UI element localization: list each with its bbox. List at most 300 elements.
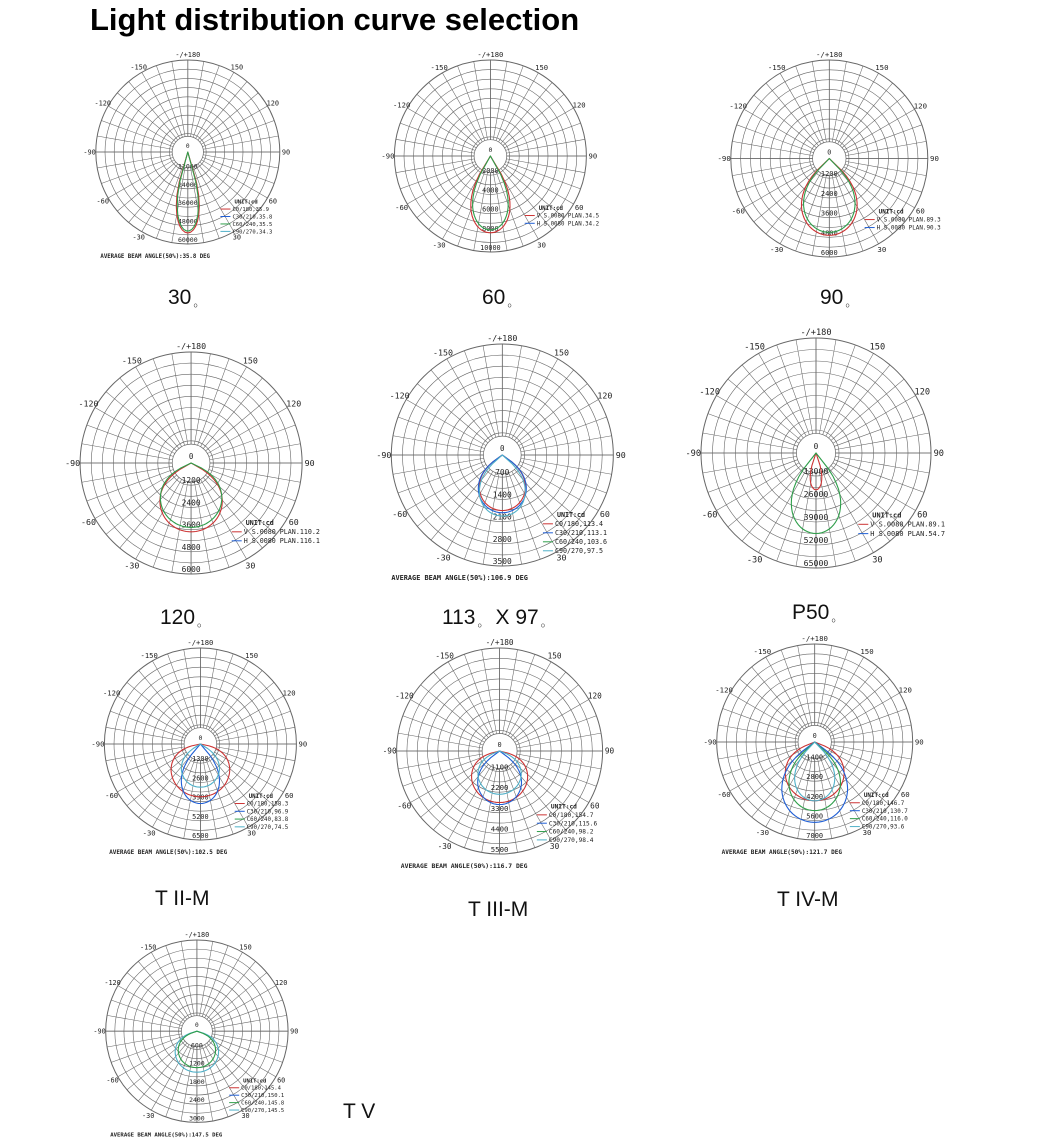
polar-spoke — [417, 384, 488, 443]
polar-spoke — [172, 61, 185, 136]
label-angle-zero: 0 — [812, 732, 817, 740]
label-angle-150: 150 — [869, 342, 886, 353]
label-angle-60: 60 — [574, 202, 584, 212]
polar-spoke — [732, 141, 813, 155]
radial-tick-label: 6000 — [482, 205, 499, 214]
label-angle-30: 30 — [862, 828, 872, 838]
legend-entry: V S.0080 PLAN.110.2 — [243, 528, 320, 537]
label-angle-neg-30: -30 — [746, 555, 763, 566]
label-angle-neg-90: -90 — [717, 154, 731, 164]
radial-tick-label: 3300 — [490, 803, 509, 813]
radial-tick-label: 1800 — [189, 1077, 205, 1086]
label-angle-neg-120: -120 — [78, 398, 99, 409]
legend-entry: C0/180,154.7 — [548, 812, 594, 820]
polar-spoke — [766, 83, 819, 146]
radial-tick-label: 65000 — [803, 558, 829, 568]
label-angle-120: 120 — [282, 688, 296, 698]
polar-spoke — [212, 1034, 287, 1047]
label-angle-zero: 0 — [188, 452, 194, 461]
polar-spoke — [796, 174, 824, 251]
label-angle-120: 120 — [587, 691, 602, 701]
label-angle-90: 90 — [604, 746, 615, 756]
label-angle-top: -/+180 — [176, 341, 207, 351]
legend-entry: H S.0080 PLAN.90.3 — [876, 225, 941, 232]
label-angle-neg-30: -30 — [435, 552, 451, 563]
polar-spoke — [166, 1046, 192, 1117]
polar-spoke — [211, 1000, 282, 1026]
beam-angle-footer: AVERAGE BEAM ANGLE(50%):147.5 DEG — [110, 1132, 223, 1139]
label-angle-neg-60: -60 — [397, 801, 412, 811]
label-angle-neg-150: -150 — [753, 646, 772, 656]
polar-spoke — [153, 481, 185, 568]
label-angle-top: -/+180 — [487, 333, 518, 343]
polar-diagram-120 — [60, 340, 345, 580]
polar-spoke — [517, 384, 588, 443]
unit-label: UNIT:cd — [878, 209, 904, 216]
label-angle-150: 150 — [535, 62, 549, 72]
label-angle-neg-150: -150 — [139, 943, 157, 952]
polar-spoke — [754, 95, 817, 148]
label-angle-60: 60 — [917, 510, 928, 521]
polar-spoke — [198, 359, 230, 446]
polar-spoke — [796, 66, 824, 143]
label-angle-neg-120: -120 — [389, 390, 410, 401]
polar-spoke — [101, 157, 173, 183]
legend-entry: C30/210,35.8 — [232, 214, 273, 221]
legend-entry: C60/240,83.8 — [246, 817, 289, 824]
polar-spoke — [421, 762, 486, 817]
polar-spoke — [216, 711, 291, 738]
legend-entry: C60/240,145.8 — [241, 1100, 285, 1107]
polar-spoke — [464, 351, 496, 438]
beam-angle-footer: AVERAGE BEAM ANGLE(50%):35.8 DEG — [100, 254, 210, 260]
label-angle-90: 90 — [615, 449, 626, 460]
polar-spoke — [203, 649, 217, 727]
legend-entry: C30/210,150.1 — [241, 1093, 285, 1100]
polar-spoke — [106, 475, 177, 534]
polar-spoke — [742, 468, 803, 541]
radial-tick-label: 1400 — [806, 753, 824, 762]
polar-spoke — [393, 458, 484, 474]
polar-spoke — [209, 425, 296, 457]
polar-spoke — [506, 346, 522, 437]
polar-spoke — [818, 645, 832, 725]
polar-spoke — [483, 346, 499, 437]
radial-tick-label: 1200 — [181, 476, 201, 486]
label-angle-120: 120 — [266, 99, 280, 108]
polar-spoke — [82, 444, 173, 460]
polar-spoke — [110, 711, 185, 738]
polar-spoke — [202, 946, 228, 1017]
polar-spoke — [203, 378, 262, 449]
legend-entry: C30/210,113.1 — [554, 529, 608, 538]
label-angle-neg-120: -120 — [729, 101, 748, 111]
label-angle-90: 90 — [933, 449, 944, 460]
polar-spoke — [107, 1034, 182, 1047]
polar-spoke — [206, 392, 277, 451]
label-angle-neg-60: -60 — [96, 197, 109, 206]
radial-tick-label: 4000 — [482, 186, 499, 195]
label-angle-neg-150: -150 — [430, 62, 448, 72]
polar-spoke — [393, 436, 484, 452]
polar-spoke — [718, 725, 798, 739]
polar-spoke — [708, 414, 798, 447]
polar-spoke — [97, 155, 172, 168]
caption-60: 60 。 — [482, 286, 520, 309]
polar-spoke — [835, 433, 929, 450]
polar-spoke — [421, 685, 486, 740]
polar-spoke — [202, 121, 274, 147]
legend-entry: C60/240,35.5 — [232, 221, 273, 228]
polar-spoke — [396, 159, 474, 173]
label-angle-60: 60 — [288, 517, 299, 528]
polar-spoke — [398, 754, 482, 769]
label-angle-top: -/+180 — [187, 638, 214, 647]
label-angle-120: 120 — [914, 387, 931, 398]
polar-diagram-tv — [92, 928, 320, 1138]
polar-spoke — [400, 123, 475, 150]
polar-spoke — [210, 444, 301, 460]
polar-spoke — [398, 461, 485, 493]
label-angle-top: -/+180 — [184, 931, 210, 939]
label-angle-neg-90: -90 — [381, 151, 395, 161]
radial-tick-label: 60000 — [177, 236, 198, 244]
polar-spoke — [193, 66, 219, 138]
legend-entry: C90/270,34.3 — [232, 229, 273, 236]
label-angle-30: 30 — [556, 552, 567, 563]
label-angle-120: 120 — [275, 978, 288, 987]
polar-spoke — [514, 370, 573, 441]
polar-spoke — [842, 95, 905, 148]
label-angle-neg-90: -90 — [65, 457, 81, 468]
radial-tick-label: 1100 — [490, 762, 509, 772]
label-angle-neg-60: -60 — [717, 789, 731, 799]
label-angle-30: 30 — [877, 245, 887, 255]
radial-tick-label: 1200 — [189, 1059, 205, 1068]
label-angle-neg-150: -150 — [130, 63, 147, 72]
label-angle-150: 150 — [242, 355, 258, 366]
label-angle-30: 30 — [537, 240, 546, 250]
label-angle-30: 30 — [247, 828, 256, 838]
radial-tick-label: 13000 — [803, 466, 829, 476]
label-angle-150: 150 — [860, 646, 874, 656]
polar-spoke — [777, 345, 810, 435]
polar-spoke — [464, 654, 493, 734]
beam-angle-footer: AVERAGE BEAM ANGLE(50%):106.9 DEG — [391, 574, 528, 582]
polar-spoke — [203, 136, 278, 149]
polar-spoke — [796, 340, 813, 434]
label-angle-top: -/+180 — [175, 51, 201, 59]
label-angle-150: 150 — [245, 650, 259, 660]
polar-diagram-60 — [380, 48, 620, 273]
label-angle-neg-30: -30 — [132, 233, 145, 242]
radial-tick-label: 6000 — [820, 248, 838, 257]
unit-label: UNIT:cd — [234, 199, 258, 206]
legend-entry: H S.0080 PLAN.34.2 — [536, 221, 600, 228]
unit-label: UNIT:cd — [550, 803, 577, 811]
legend-entry: H S.0080 PLAN.116.1 — [243, 537, 320, 546]
label-angle-30: 30 — [241, 1111, 250, 1120]
polar-spoke — [194, 354, 210, 445]
polar-spoke — [511, 672, 566, 737]
radial-tick-label: 600 — [191, 1041, 203, 1050]
polar-spoke — [509, 351, 541, 438]
radial-tick-label: 4800 — [820, 228, 838, 238]
radial-tick-label: 3500 — [492, 557, 512, 566]
polar-spoke — [516, 757, 596, 786]
legend-entry: C90/270,98.4 — [548, 837, 594, 845]
polar-diagram-t3m — [380, 636, 640, 868]
radial-tick-label: 10000 — [480, 244, 501, 252]
legend-entry: V S.0080 PLAN.89.3 — [876, 217, 941, 224]
legend-entry: C60/240,103.6 — [554, 538, 608, 547]
label-angle-90: 90 — [290, 1027, 299, 1036]
polar-spoke — [516, 716, 596, 745]
polar-spoke — [846, 141, 927, 155]
polar-spoke — [474, 61, 488, 139]
label-angle-zero: 0 — [488, 146, 493, 154]
polar-spoke — [417, 467, 488, 526]
polar-spoke — [107, 1015, 182, 1028]
polar-spoke — [740, 679, 802, 731]
label-angle-30: 30 — [232, 233, 242, 242]
polar-spoke — [823, 345, 856, 435]
label-angle-zero: 0 — [198, 734, 203, 742]
polar-spoke — [840, 83, 893, 146]
radial-tick-label: 3600 — [820, 208, 838, 218]
label-angle-150: 150 — [875, 63, 889, 73]
polar-spoke — [110, 750, 185, 777]
polar-spoke — [832, 61, 846, 142]
label-angle-30: 30 — [872, 555, 883, 566]
label-angle-90: 90 — [298, 739, 308, 749]
label-angle-neg-90: -90 — [91, 739, 105, 749]
radial-tick-label: 2400 — [820, 188, 838, 198]
polar-spoke — [106, 392, 177, 451]
radial-tick-label: 3600 — [181, 520, 201, 530]
polar-spoke — [732, 161, 813, 175]
radial-tick-label: 2200 — [490, 783, 509, 793]
radial-tick-label: 12000 — [177, 162, 198, 171]
polar-spoke — [834, 414, 924, 447]
polar-spoke — [825, 667, 877, 729]
label-angle-neg-60: -60 — [392, 509, 408, 520]
polar-spoke — [835, 66, 863, 143]
polar-spoke — [200, 941, 213, 1016]
caption-t2m: T II-M — [155, 887, 210, 910]
label-angle-neg-90: -90 — [685, 449, 702, 460]
polar-spoke — [754, 169, 817, 222]
radial-tick-label: 4400 — [490, 824, 509, 834]
legend-entry: C90/270,145.5 — [241, 1107, 285, 1114]
polar-spoke — [517, 754, 601, 769]
radial-tick-label: 1200 — [820, 169, 838, 179]
polar-spoke — [496, 66, 523, 141]
beam-angle-footer: AVERAGE BEAM ANGLE(50%):102.5 DEG — [109, 849, 228, 856]
polar-spoke — [835, 174, 863, 251]
label-angle-120: 120 — [898, 685, 912, 695]
label-angle-60: 60 — [277, 1076, 286, 1085]
polar-spoke — [431, 370, 490, 441]
label-angle-neg-60: -60 — [701, 510, 718, 521]
label-angle-90: 90 — [930, 154, 939, 164]
radial-tick-label: 3900 — [192, 793, 209, 802]
polar-spoke — [202, 1046, 228, 1117]
radial-tick-label: 36000 — [177, 199, 198, 208]
radial-tick-label: 7000 — [806, 832, 824, 840]
caption-113x97: 113 。 X 97 。 — [442, 606, 553, 629]
polar-spoke — [503, 650, 518, 734]
label-angle-neg-90: -90 — [382, 746, 397, 756]
radial-tick-label: 24000 — [177, 180, 198, 189]
radial-tick-label: 2400 — [189, 1096, 205, 1105]
label-angle-neg-60: -60 — [80, 517, 96, 528]
polar-spoke — [742, 365, 803, 438]
polar-spoke — [216, 747, 294, 761]
label-angle-neg-90: -90 — [703, 737, 717, 747]
caption-t3m: T III-M — [468, 898, 529, 921]
label-angle-neg-30: -30 — [432, 240, 446, 250]
label-angle-150: 150 — [230, 63, 244, 72]
polar-spoke — [482, 650, 497, 734]
polar-spoke — [181, 941, 194, 1016]
page-title: Light distribution curve selection — [90, 2, 580, 37]
polar-spoke — [831, 745, 911, 759]
label-angle-120: 120 — [572, 100, 586, 110]
polar-diagram-90 — [712, 48, 967, 263]
polar-spoke — [198, 481, 230, 568]
polar-spoke — [798, 645, 812, 725]
polar-diagram-t2m — [90, 636, 330, 860]
radial-tick-label: 2600 — [192, 774, 209, 783]
unit-label: UNIT:cd — [872, 511, 902, 520]
polar-diagram-p50 — [678, 326, 978, 574]
polar-spoke — [513, 685, 578, 740]
label-angle-60: 60 — [268, 197, 278, 206]
label-angle-neg-120: -120 — [395, 691, 414, 701]
legend-entry: C0/180,35.9 — [232, 206, 269, 213]
polar-diagram-113x97 — [368, 332, 660, 580]
polar-spoke — [845, 125, 922, 153]
label-angle-90: 90 — [304, 457, 315, 468]
caption-t4m: T IV-M — [777, 888, 839, 911]
radial-tick-label: 700 — [495, 468, 510, 478]
polar-spoke — [812, 61, 826, 142]
polar-diagram-30 — [82, 48, 312, 266]
legend-entry: C0/180,158.3 — [246, 801, 289, 808]
radial-tick-label: 5200 — [192, 812, 209, 821]
polar-spoke — [819, 340, 836, 434]
polar-spoke — [752, 667, 804, 729]
polar-spoke — [831, 725, 911, 739]
polar-spoke — [433, 764, 488, 829]
radial-tick-label: 8000 — [482, 224, 499, 233]
polar-spoke — [835, 456, 929, 473]
legend-entry: C90/270,93.6 — [861, 824, 905, 831]
radial-tick-label: 2000 — [482, 167, 499, 176]
polar-spoke — [728, 466, 801, 527]
polar-spoke — [206, 654, 233, 729]
label-angle-150: 150 — [554, 347, 570, 358]
label-angle-neg-150: -150 — [140, 650, 158, 660]
polar-spoke — [829, 365, 890, 438]
label-angle-neg-30: -30 — [755, 828, 770, 838]
label-angle-60: 60 — [599, 509, 610, 520]
polar-spoke — [520, 461, 607, 493]
label-angle-zero: 0 — [813, 442, 819, 451]
polar-spoke — [153, 359, 185, 446]
polar-spoke — [718, 745, 798, 759]
polar-spoke — [521, 436, 612, 452]
legend-entry: C60/240,116.0 — [861, 816, 908, 823]
polar-spoke — [216, 750, 291, 777]
polar-spoke — [493, 61, 507, 139]
legend-entry: V S.0080 PLAN.89.1 — [870, 520, 945, 529]
label-angle-neg-30: -30 — [437, 841, 452, 851]
unit-label: UNIT:cd — [243, 1078, 267, 1085]
polar-spoke — [433, 672, 488, 737]
radial-tick-label: 4800 — [181, 542, 201, 552]
caption-90: 90 。 — [820, 286, 858, 309]
label-angle-90: 90 — [281, 148, 291, 157]
label-angle-150: 150 — [547, 651, 562, 661]
polar-spoke — [87, 425, 174, 457]
label-angle-neg-150: -150 — [121, 355, 142, 366]
polar-spoke — [831, 379, 904, 440]
beam-angle-footer: AVERAGE BEAM ANGLE(50%):116.7 DEG — [400, 862, 528, 870]
polar-spoke — [708, 460, 798, 493]
label-angle-top: -/+180 — [801, 634, 828, 643]
polar-spoke — [191, 61, 204, 136]
polar-spoke — [216, 727, 294, 741]
radial-tick-label: 2100 — [492, 512, 512, 522]
radial-tick-label: 6500 — [192, 832, 209, 840]
legend-entry: C30/210,115.6 — [548, 820, 598, 828]
label-angle-zero: 0 — [185, 143, 190, 150]
label-angle-zero: 0 — [497, 741, 502, 749]
radial-tick-label: 2800 — [492, 534, 512, 544]
polar-spoke — [703, 433, 797, 450]
label-angle-neg-120: -120 — [715, 685, 733, 695]
radial-tick-label: 4200 — [806, 792, 824, 801]
polar-spoke — [398, 733, 482, 748]
label-angle-neg-30: -30 — [142, 1111, 155, 1120]
polar-spoke — [830, 708, 906, 736]
label-angle-neg-30: -30 — [124, 560, 140, 571]
label-angle-neg-60: -60 — [731, 206, 745, 216]
label-angle-120: 120 — [913, 101, 928, 111]
caption-p50: P50 。 — [792, 601, 844, 624]
polar-spoke — [396, 139, 474, 153]
polar-spoke — [506, 162, 581, 189]
polar-spoke — [506, 123, 581, 150]
label-angle-120: 120 — [286, 398, 302, 409]
radial-tick-label: 5500 — [490, 845, 509, 854]
polar-spoke — [520, 417, 607, 449]
label-angle-60: 60 — [915, 206, 925, 216]
unit-label: UNIT:cd — [538, 205, 563, 212]
polar-spoke — [845, 164, 922, 192]
radial-tick-label: 3000 — [189, 1114, 205, 1123]
radial-tick-label: 2800 — [806, 773, 824, 782]
polar-spoke — [827, 679, 889, 731]
label-angle-top: -/+180 — [800, 328, 832, 338]
label-angle-90: 90 — [914, 737, 924, 747]
label-angle-neg-90: -90 — [376, 449, 392, 460]
polar-spoke — [506, 139, 584, 153]
label-angle-neg-120: -120 — [392, 100, 411, 110]
label-angle-zero: 0 — [500, 444, 505, 453]
